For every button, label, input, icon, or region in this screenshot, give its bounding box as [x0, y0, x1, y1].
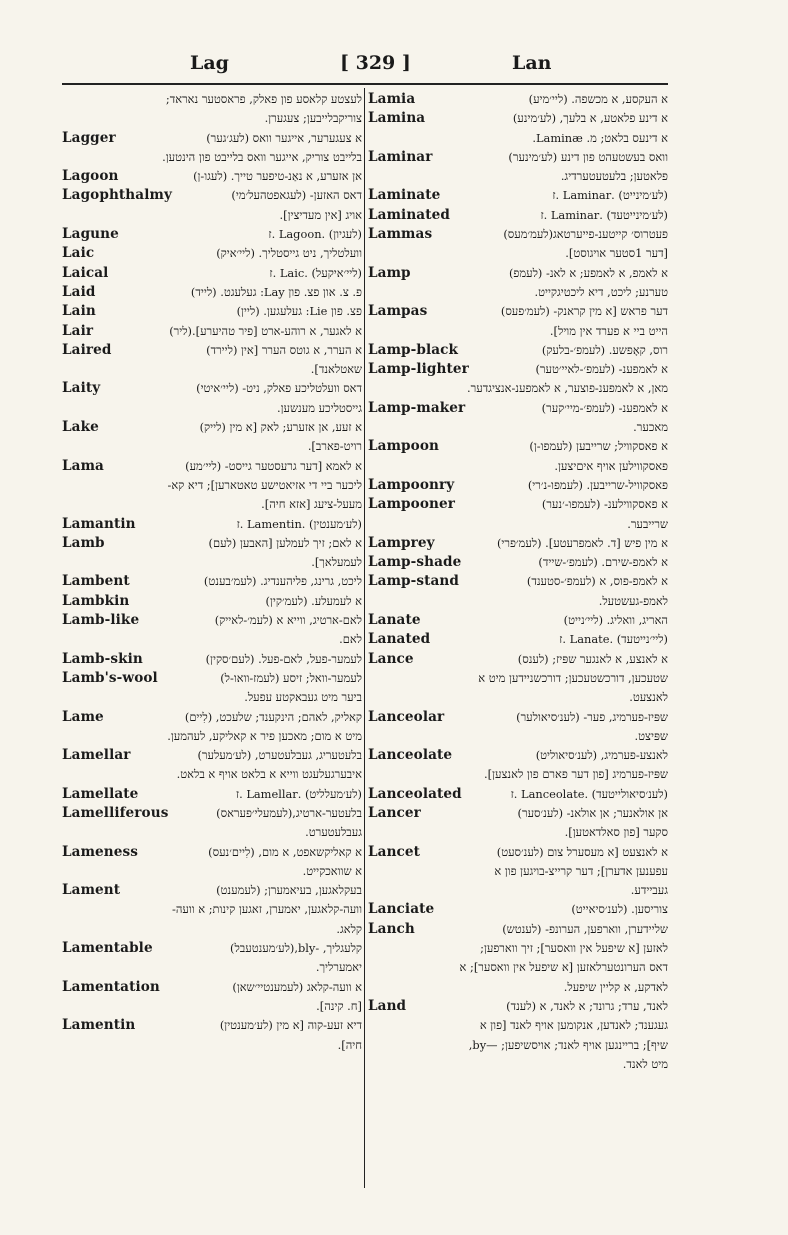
dictionary-entry — [62, 650, 362, 669]
headword: Laminate — [368, 187, 441, 204]
headword: Lanceolate — [368, 747, 453, 764]
definition-text: א לאמפענ- (לעמפ׳-מיי׳קער) — [541, 400, 668, 415]
dictionary-entry — [368, 206, 668, 225]
header-rule — [62, 83, 668, 85]
definition-text: וואס בעשטעהט פון דינע (לע׳מינער) — [508, 149, 668, 164]
headword: Lamb-like — [62, 612, 140, 629]
dictionary-entry — [368, 302, 668, 321]
dictionary-entry — [62, 592, 362, 611]
definition-text: א לאמפ-שירם. (לעמפ׳-שייד) — [538, 555, 668, 570]
headword: Lamp-lighter — [368, 361, 469, 378]
running-head-right: Lan — [512, 52, 552, 74]
headword: Lamp-shade — [368, 554, 462, 571]
column-divider — [364, 88, 365, 1188]
headword: Lanch — [368, 920, 415, 937]
definition-text: בלעטער-ארטיג,(לעמעלי׳פעראס) — [216, 805, 362, 820]
definition-text: א פאסקווילענ- (לעמפו-׳נער) — [541, 497, 668, 512]
definition-text: שפּיז-פערמיג, פער- (לענ׳סיאולער) — [516, 709, 668, 724]
definition-text: א לאמא [דער גרעסטער גייסט- (ליי׳מע) — [185, 458, 362, 473]
definition-continuation: איבערגעלעגט ווייא א בלאט אויף א בלאט. — [176, 767, 362, 782]
definition-continuation: געבלעטערט. — [305, 825, 362, 840]
dictionary-entry — [368, 109, 668, 128]
headword: Lambkin — [62, 592, 130, 609]
definition-continuation: שאטלאנד]. — [310, 362, 362, 377]
dictionary-entry — [368, 997, 668, 1016]
dictionary-entry — [62, 785, 362, 804]
definition-text: (לעגיון) .Lagoon .ז — [268, 227, 362, 242]
headword: Lamellar — [62, 747, 131, 764]
dictionary-entry — [62, 881, 362, 900]
headword: Lamantin — [62, 515, 136, 532]
dictionary-entry — [368, 341, 668, 360]
definition-text: פעטרוס׳ קייטענ-פייערטאג(לעמ׳מעס) — [503, 227, 668, 242]
definition-text: פ. צ. און פצ. פון Lay: געלעגט. (לייד) — [190, 284, 362, 299]
dictionary-entry — [368, 476, 668, 495]
headword: Lanceolar — [368, 708, 445, 725]
definition-text: פצ. פון Lie: געלעגען. (ליין) — [236, 304, 362, 319]
definition-continuation: קלאג. — [336, 921, 362, 936]
dictionary-entry — [62, 379, 362, 398]
definition-text: א דינע פלאטע, א בלעך, (לע׳מינע) — [512, 111, 668, 126]
definition-text: דאס וועלטליכע פאלק, ניט- (ליי׳איטי) — [196, 381, 362, 396]
definition-continuation: וועה-קלאגען, יאמערן, זאגען קינות; א וועה- — [171, 902, 362, 917]
definition-continuation: ביער מיט געבאקטע עפעל. — [244, 690, 362, 705]
headword: Lammas — [368, 226, 433, 243]
definition-text: א צעגערער, אייגער וואס (לעג׳גער) — [206, 130, 362, 145]
definition-continuation: לעצטע קלאסע פון פאלק, פראסטער נאראד; — [165, 92, 362, 106]
headword: Lair — [62, 322, 94, 339]
definition-continuation: יאמערליך. — [315, 960, 362, 975]
definition-text: א לעמעלע. (לעמ׳קין) — [265, 593, 362, 608]
definition-text: האריג, וואליג. (ליי׳נייט) — [563, 613, 668, 628]
dictionary-entry — [368, 360, 668, 379]
definition-continuation: פאסקווילען אויף איםיצען. — [554, 458, 668, 473]
headword: Laical — [62, 264, 109, 281]
definition-continuation: לאם. — [339, 632, 362, 647]
definition-text: אן אולאנער; אן אולאנ- (לענ׳סער) — [517, 805, 668, 820]
right-column — [368, 90, 668, 1074]
dictionary-entry — [368, 650, 668, 669]
headword: Laic — [62, 245, 95, 262]
definition-continuation: חיה]. — [337, 1037, 362, 1052]
dictionary-entry — [62, 302, 362, 321]
definition-continuation: א דינעס בלאט; מ. Laminæ. — [532, 130, 668, 145]
definition-continuation: צוריקבלייבען; צעגערן. — [264, 111, 362, 126]
dictionary-entry — [62, 978, 362, 997]
definition-text: א וועה-קלאג (לעמענטיי׳שאן) — [232, 979, 362, 994]
definition-text: (לע׳מינייט) .Laminar .ז — [552, 188, 668, 203]
headword: Laminar — [368, 148, 433, 165]
dictionary-entry — [62, 244, 362, 263]
definition-continuation: א שוואכקייט. — [302, 863, 362, 878]
dictionary-entry — [368, 225, 668, 244]
definition-continuation: דאס הערונטערלאזען [א שיפעל אין וואסער]; א — [459, 960, 668, 975]
definition-text: (ליי׳נייטעד) .Lanate .ז — [559, 632, 668, 647]
headword: Lamina — [368, 110, 426, 127]
definition-text: (לע׳מינייטעד) .Laminar .ז — [540, 207, 668, 222]
dictionary-entry — [62, 515, 362, 534]
definition-text: לאם-ארטיג, ווייא א (לעמ׳-לאייק) — [214, 613, 362, 628]
definition-text: א לאם; זיך לעמלען [האבען (לעם) — [208, 535, 362, 550]
dictionary-entry — [368, 843, 668, 862]
headword: Lamb's-wool — [62, 669, 158, 686]
headword: Lancet — [368, 843, 421, 860]
headword: Laity — [62, 380, 101, 397]
dictionary-entry — [368, 148, 668, 167]
dictionary-entry — [368, 186, 668, 205]
dictionary-entry — [62, 418, 362, 437]
headword: Lamentation — [62, 978, 160, 995]
dictionary-entry — [368, 611, 668, 630]
dictionary-entry — [368, 534, 668, 553]
definition-text: דער פראש [א מין קראנק- (לעמ׳פעס) — [500, 304, 668, 319]
headword: Lameness — [62, 843, 139, 860]
definition-continuation: לאנצעט. — [629, 690, 668, 705]
headword: Lamp-stand — [368, 573, 460, 590]
headword: Lament — [62, 882, 121, 899]
headword: Lamb — [62, 534, 105, 551]
headword: Lampoon — [368, 438, 439, 455]
definition-text: א לאגער, א רוהע-ארט [פיר טהיערע].(ליר) — [169, 323, 362, 338]
headword: Lake — [62, 419, 99, 436]
dictionary-entry — [368, 804, 668, 823]
definition-continuation: ליכער ביי די אזיאטישע טאטארען]; דיא קא- — [167, 477, 362, 492]
dictionary-entry — [62, 283, 362, 302]
dictionary-entry — [62, 341, 362, 360]
definition-continuation: לאדקע, א קליין שיפעל. — [563, 979, 668, 994]
definition-text: לאנצע-פערמיג, (לענ׳סיאוליט) — [535, 748, 668, 763]
headword: Lagger — [62, 129, 116, 146]
definition-text: (ליי׳איקעל) .Laic .ז — [269, 265, 362, 280]
headword: Lamentable — [62, 940, 153, 957]
headword: Lamprey — [368, 534, 435, 551]
dictionary-entry — [368, 900, 668, 919]
dictionary-entry — [368, 553, 668, 572]
definition-continuation: לאמפ-געשטעל. — [598, 593, 668, 608]
dictionary-entry — [368, 264, 668, 283]
definition-text: בעקלאגען, בעיאמערן; (לעמענט) — [216, 883, 362, 898]
dictionary-entry — [62, 457, 362, 476]
headword: Lame — [62, 708, 104, 725]
dictionary-entry — [62, 804, 362, 823]
headword: Lamp — [368, 264, 411, 281]
definition-continuation: מיט א מום; מאכען פיר א קאליקע, לעהמען. — [167, 728, 362, 743]
definition-continuation: בלייבט צוריק, אייגער וואס בלייבט פון הינטען. — [162, 149, 362, 164]
definition-text: שליידערן, ווארפען, הערונפ- (לענטש) — [502, 921, 668, 936]
headword: Lampas — [368, 303, 428, 320]
dictionary-entry — [62, 534, 362, 553]
definition-text: א פאסקוויל; שרייבען (לעמפו-ן) — [529, 439, 668, 454]
headword: Land — [368, 997, 407, 1014]
dictionary-entry — [62, 322, 362, 341]
definition-text: בלעטעריג, געבלעטערט, (לע׳מעלער) — [197, 748, 362, 763]
running-head-left: Lag — [190, 52, 229, 74]
definition-continuation: לעמעלאך]. — [311, 555, 362, 570]
definition-text: קאליק, לאהם; הינקענד; שלעכט, (לִיים) — [184, 709, 362, 724]
dictionary-entry — [368, 90, 668, 109]
dictionary-entry — [62, 572, 362, 591]
dictionary-entry — [62, 746, 362, 765]
definition-text: א זעע, אן אזערע; לאק [א מין (לייק) — [199, 420, 362, 435]
dictionary-entry — [368, 495, 668, 514]
definition-continuation: רויט-פארב]. — [307, 439, 362, 454]
dictionary-entry — [368, 746, 668, 765]
dictionary-entry — [368, 920, 668, 939]
headword: Lambent — [62, 573, 130, 590]
headword: Lamp-black — [368, 341, 459, 358]
dictionary-entry — [368, 785, 668, 804]
headword: Lama — [62, 457, 104, 474]
definition-text: א הערר, א גוטס הערר [אין (ליירד) — [206, 342, 362, 357]
headword: Lanceolated — [368, 785, 462, 802]
headword: Lamia — [368, 91, 416, 107]
dictionary-entry — [62, 186, 362, 205]
definition-continuation: געביידע. — [630, 883, 668, 898]
definition-text: (לענ׳סיאולייטעד) .Lanceolate .ז — [510, 786, 668, 801]
definition-text: א לאמפ-פוס, א (לעמפ׳-סטענד) — [526, 574, 668, 589]
headword: Laired — [62, 341, 112, 358]
definition-continuation: שפּיז-פערמיג [פון דער פארם פון לאנצען]. — [484, 767, 668, 782]
definition-continuation: פלאטען; בלעטעטערדיג. — [560, 169, 668, 184]
definition-text: וועלטליך, ניט גייסטליך. (ליי׳איק) — [216, 246, 362, 261]
definition-continuation: געגענד; לאנדען, אנקומען אויף לאנד [פון א — [479, 1018, 668, 1033]
definition-text: פאסקוויל-שרייבען. (לעמפו-נ׳רי) — [527, 477, 668, 492]
headword: Laminated — [368, 206, 450, 223]
dictionary-entry — [62, 264, 362, 283]
definition-text: אן אזערע, א נאַנ-טיפער טייך. (לעגו-ן) — [193, 169, 362, 184]
page-number: [ 329 ] — [340, 52, 411, 74]
definition-continuation: סקער [פון סאלדאטען]. — [564, 825, 668, 840]
headword: Lamb-skin — [62, 650, 143, 667]
definition-continuation: מעעל-ציעג [אזא חיה]. — [261, 497, 362, 512]
headword: Lancer — [368, 804, 421, 821]
definition-continuation: [דער 1סטער אויגוסט]. — [565, 246, 668, 261]
headword: Lain — [62, 303, 96, 320]
definition-continuation: לאזען [א שיפעל אין וואסער]; זיך ווארפען; — [480, 941, 668, 956]
definition-continuation: מאן, א לאמפענ-פוצער, א לאמפענ-אנציגדער. — [467, 381, 668, 396]
headword: Lanated — [368, 631, 431, 648]
dictionary-entry — [62, 708, 362, 727]
definition-text: לעמער-וואל; זיסע (לעמז-וואו-ל) — [220, 670, 362, 685]
definition-continuation: שפּיצט. — [634, 728, 668, 743]
headword: Lagune — [62, 226, 119, 243]
definition-text: קלעגליך, ‑bly,(לע׳מענטעבל) — [230, 941, 362, 956]
definition-continuation: טערנע; ליכט, דיא ליכטיגקייט. — [534, 284, 668, 299]
definition-continuation: שרייבער. — [627, 516, 668, 531]
headword: Lamentin — [62, 1017, 136, 1034]
headword: Lanate — [368, 612, 421, 629]
dictionary-entry — [62, 669, 362, 688]
headword: Lamelliferous — [62, 804, 169, 821]
definition-text: לעמער-פעל, לאם-פעל. (לעם׳סקין) — [205, 651, 362, 666]
definition-continuation: אויג [אין מעדיצין]. — [279, 207, 362, 222]
definition-continuation: שיף]; בריינגען אויף לאנד; אויסשיפען; —by, — [468, 1037, 668, 1052]
headword: Lampoonry — [368, 476, 455, 493]
definition-text: (לע׳מעלליט) .Lamellar .ז — [235, 786, 362, 801]
dictionary-entry — [368, 399, 668, 418]
left-column — [62, 90, 362, 1055]
headword: Lampooner — [368, 496, 455, 513]
dictionary-entry — [62, 939, 362, 958]
headword: Lance — [368, 650, 414, 667]
dictionary-entry — [62, 225, 362, 244]
definition-text: דיא זעע-קוה [א מין (לע׳מענטין) — [219, 1018, 362, 1033]
dictionary-entry — [368, 572, 668, 591]
definition-continuation: [ח. קינה]. — [316, 998, 362, 1013]
definition-continuation: מיט לאנד. — [622, 1056, 668, 1071]
definition-continuation: הייט ביי א פערד אין מויל]. — [549, 323, 668, 338]
headword: Lagophthalmy — [62, 187, 172, 204]
definition-continuation: עפענען אדערן]; דער קרייצ-בויגען פון א — [494, 863, 668, 878]
definition-text: א לאמפענ- (לעמפ׳-לאיי׳טער) — [535, 362, 668, 377]
dictionary-entry — [62, 129, 362, 148]
dictionary-entry — [62, 611, 362, 630]
definition-text: א קאליקשאפט, א מום, (לִיים׳נעס) — [208, 844, 362, 859]
dictionary-entry — [62, 843, 362, 862]
headword: Lagoon — [62, 168, 119, 185]
definition-text: א העקסע, א מכשפה. (ליי׳מיע) — [528, 92, 668, 106]
definition-text: צוריסען. (לענ׳סיאייט) — [571, 902, 668, 917]
definition-text: רוס, קאָפשע. (לעמפ׳-בלעק) — [541, 342, 668, 357]
dictionary-entry — [368, 708, 668, 727]
dictionary-entry — [368, 630, 668, 649]
definition-continuation: גייסטליכע מענשען. — [277, 400, 362, 415]
definition-text: לאנד, ערד; גרונד; א לאנד, א (לענד) — [506, 998, 668, 1013]
dictionary-entry — [62, 1016, 362, 1035]
definition-text: א לאמפ, א לאמפע; א לאנ- (לעמפ) — [508, 265, 668, 280]
definition-text: א לאנצע, א לאנגער שפּיז; (לענס) — [517, 651, 668, 666]
headword: Laid — [62, 283, 96, 300]
headword: Lamellate — [62, 785, 139, 802]
dictionary-entry — [62, 167, 362, 186]
definition-continuation: שטעכען, דורכשטעכען; דורכשניידען מיט א — [478, 670, 668, 685]
headword: Lanciate — [368, 901, 435, 918]
definition-text: א לאנצעט [א מעסערל צום (לענ׳סעט) — [496, 844, 668, 859]
definition-continuation: מאכער. — [633, 420, 668, 435]
dictionary-entry — [368, 437, 668, 456]
definition-text: (לע׳מענטין) .Lamentin .ז — [236, 516, 362, 531]
definition-text: דאס האזען- (לעגאפטהעל׳מי) — [231, 188, 362, 203]
definition-text: ליכט, גרינג, פליהענדיג. (לעמ׳בענט) — [203, 574, 362, 589]
headword: Lamp-maker — [368, 399, 466, 416]
definition-text: א מין פיש [ד. לאמפרעטע]. (לעמ׳פרי) — [496, 535, 668, 550]
